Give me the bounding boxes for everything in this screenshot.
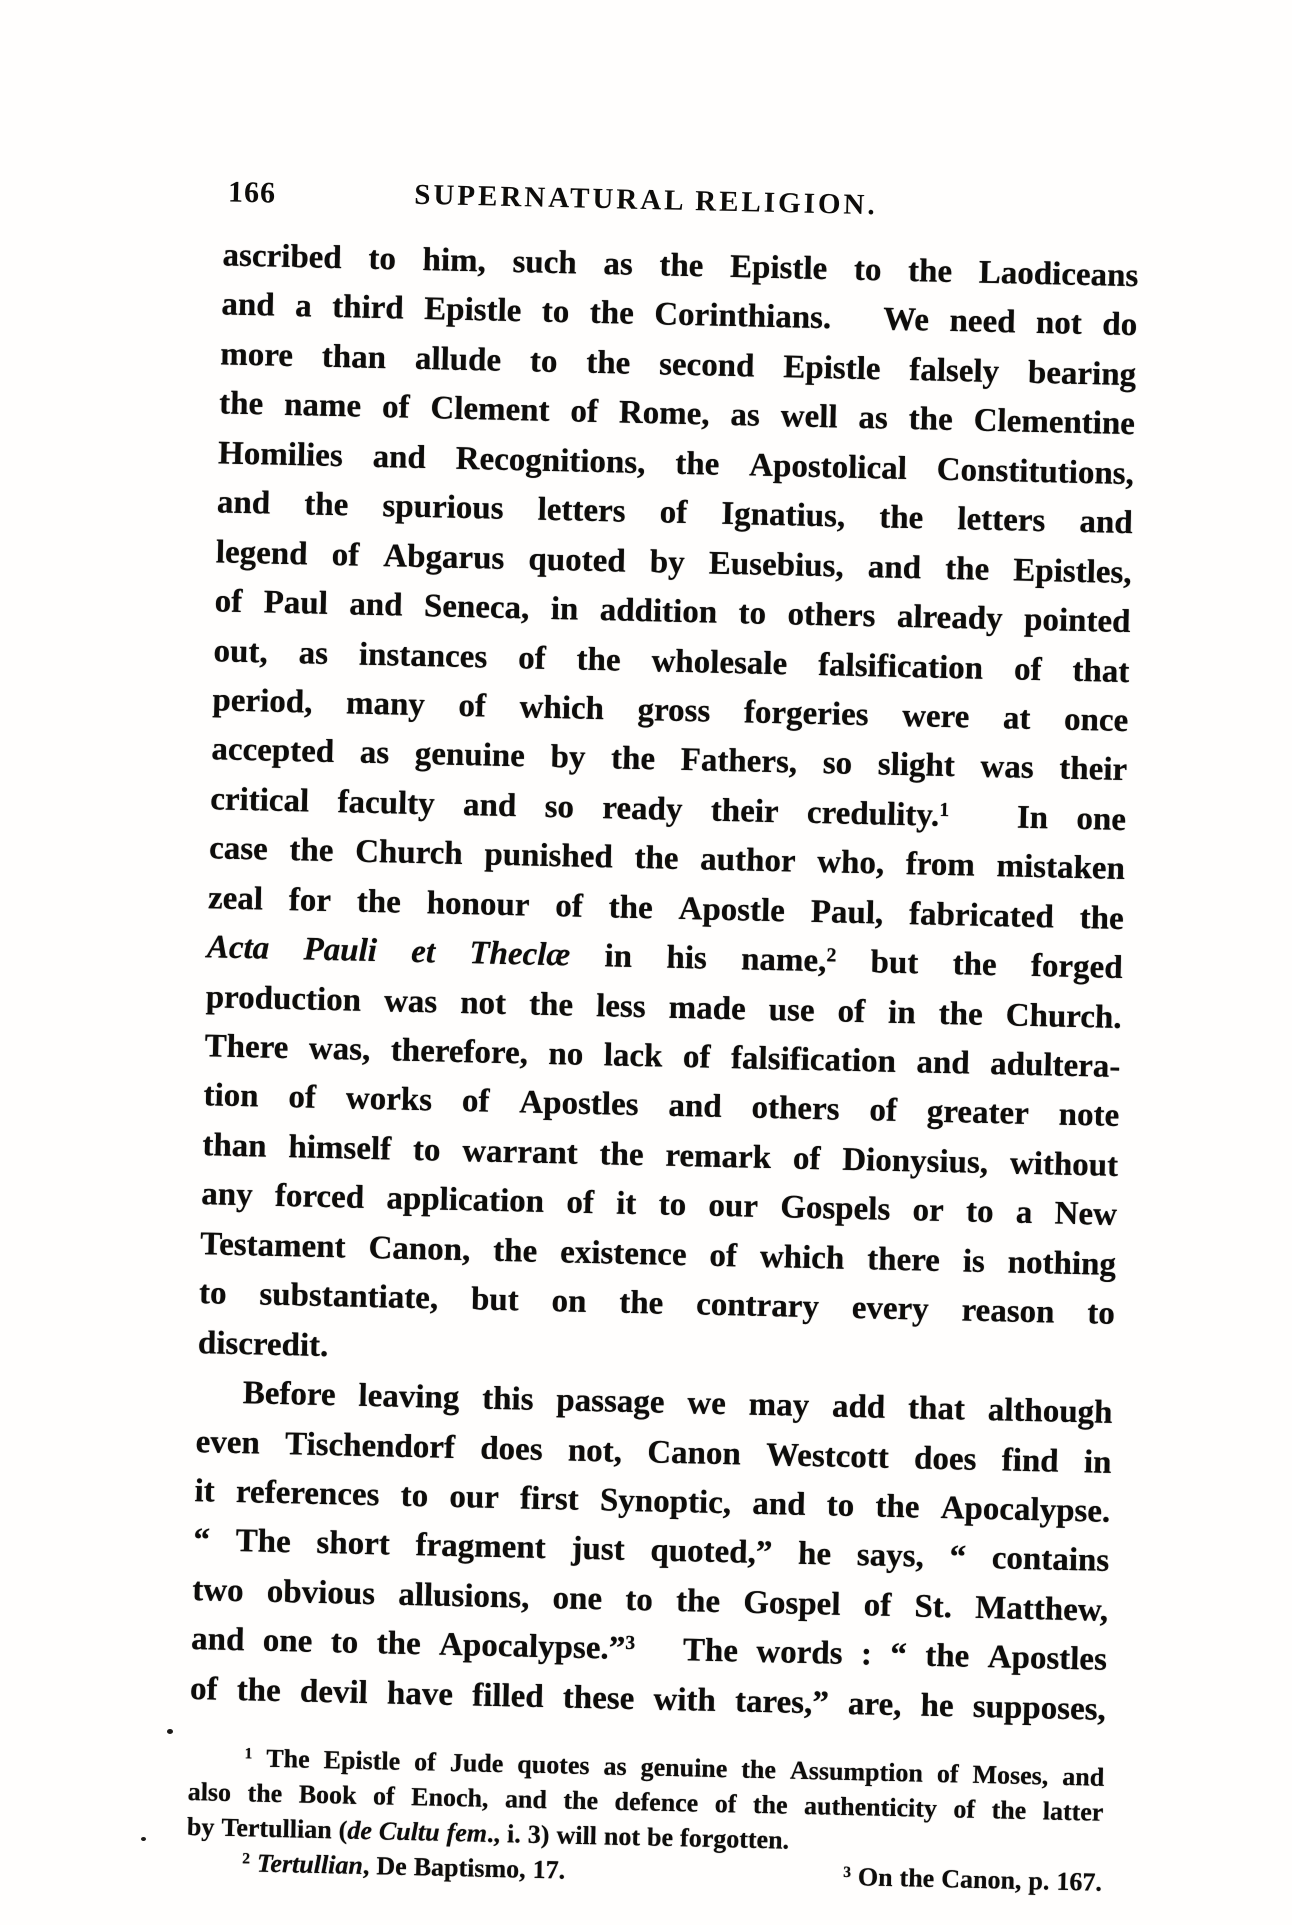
body-text-line: critical faculty and so ready their credulity.$^1$ In one: [209, 781, 1127, 838]
body-text-line: accepted as genuine by the Fathers, so slight was their: [211, 731, 1128, 789]
body-text-line: case the Church punished the author who, from mistaken: [208, 830, 1126, 888]
body-text-line: production was not the less made use of in the Church.: [205, 978, 1122, 1036]
body-text-line: Testament Canon, the existence of which there is nothing: [199, 1225, 1117, 1283]
scan-speck: [141, 1837, 146, 1841]
body-text-line: Before leaving this passage we may add that although: [242, 1375, 1113, 1431]
body-text-line: ascribed to him, such as the Epistle to the Laodiceans: [222, 237, 1139, 295]
body-text-line: it references to our first Synoptic, and to the Apocalypse.: [194, 1473, 1111, 1530]
footnote-line-left: $^2$ Tertullian, De Baptismo, 17.: [242, 1848, 566, 1885]
body-text-line: to substantiate, but on the contrary every reason to: [198, 1275, 1116, 1333]
body-text-line: discredit.: [197, 1324, 329, 1364]
body-text-line: out, as instances of the wholesale falsification of that: [213, 632, 1130, 690]
body-text-line: legend of Abgarus quoted by Eusebius, and the Epistles,: [215, 533, 1133, 591]
body-text-line: zeal for the honour of the Apostle Paul, fabricated the: [207, 879, 1125, 937]
body-text-line: any forced application of it to our Gospels or to a New: [200, 1176, 1118, 1234]
body-text-line: the name of Clement of Rome, as well as the Clementine: [218, 385, 1136, 443]
body-text-line: and one to the Apocalypse.”$^3$ The words : “ the Apostles: [190, 1621, 1108, 1679]
body-text-line: more than allude to the second Epistle falsely bearing: [219, 336, 1137, 394]
page-number: 166: [227, 175, 277, 210]
body-text-line: tion of works of Apostles and others of greater note: [203, 1077, 1120, 1135]
body-text-line: There was, therefore, no lack of falsification and adultera-: [204, 1028, 1121, 1085]
body-text-line: and a third Epistle to the Corinthians. We need not do: [221, 286, 1138, 344]
body-text-line: Acta Pauli et Theclæ in his name,$^2$ but the forged: [206, 929, 1124, 987]
footnote-line: $^1$ The Epistle of Jude quotes as genuine the Assumption of Moses, and: [244, 1743, 1105, 1792]
footnote-line: also the Book of Enoch, and the defence of the authenticity of the latter: [187, 1777, 1104, 1827]
scan-speck: [167, 1729, 173, 1734]
body-text-line: of the devil have filled these with tares,” are, he supposes,: [189, 1670, 1107, 1728]
page-header: [0, 169, 1292, 231]
footnotes: [186, 1742, 1105, 1903]
body-text-line: two obvious allusions, one to the Gospel of St. Matthew,: [191, 1571, 1109, 1629]
footnote-line-right: $^3$ On the Canon, p. 167.: [843, 1862, 1103, 1897]
footnote-line: by Tertullian (de Cultu fem., i. 3) will not be forgotten.: [186, 1812, 790, 1855]
body-text-line: than himself to warrant the remark of Dionysius, without: [202, 1127, 1119, 1184]
body-text-line: of Paul and Seneca, in addition to others already pointed: [214, 583, 1131, 641]
body-text: [189, 237, 1138, 1741]
body-text-line: period, many of which gross forgeries were at once: [212, 682, 1129, 740]
running-title: SUPERNATURAL RELIGION.: [413, 178, 879, 222]
body-text-line: Homilies and Recognitions, the Apostolical Constitutions,: [217, 435, 1135, 492]
body-text-line: even Tischendorf does not, Canon Westcott does find in: [195, 1423, 1112, 1481]
body-text-line: and the spurious letters of Ignatius, the letters and: [216, 484, 1134, 542]
body-text-line: “ The short fragment just quoted,” he says, “ contains: [193, 1522, 1110, 1580]
